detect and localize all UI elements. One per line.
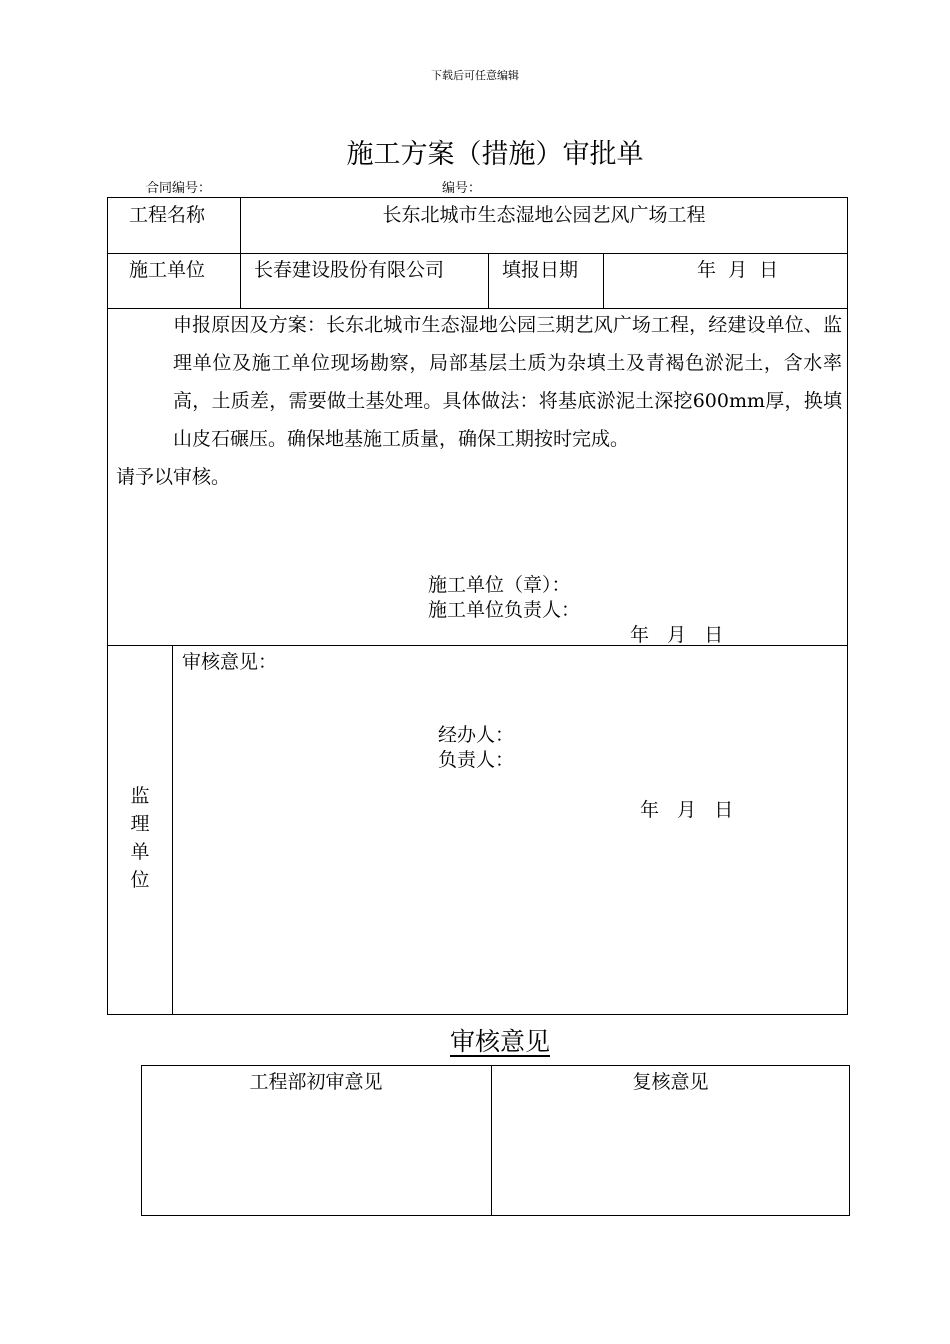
review-opinion-label: 审核意见： <box>182 651 278 673</box>
initial-review-header: 工程部初审意见 <box>249 1071 383 1093</box>
responsible-label: 负责人： <box>438 749 515 771</box>
recheck-header: 复核意见 <box>632 1071 709 1093</box>
page-title: 施工方案（措施）审批单 <box>346 139 644 170</box>
contractor-seal-label: 施工单位（章）： <box>428 574 571 596</box>
col-divider-supervisor <box>172 645 173 1015</box>
header-note: 下载后可任意编辑 <box>431 69 519 82</box>
supervisor-date: 年 月 日 <box>640 799 734 821</box>
contractor-value: 长春建设股份有限公司 <box>254 259 445 281</box>
row-divider-1 <box>107 253 848 254</box>
report-date-label: 填报日期 <box>502 259 579 281</box>
contractor-date: 年 月 日 <box>630 624 724 646</box>
request-review-text: 请予以审核。 <box>116 466 231 488</box>
supervisor-unit-label <box>108 782 172 894</box>
row-divider-3 <box>107 645 848 646</box>
contractor-head-label: 施工单位负责人： <box>428 599 581 621</box>
supervisor-char-2: 理 <box>130 813 150 835</box>
reason-text: 申报原因及方案：长东北城市生态湿地公园三期艺风广场工程，经建设单位、监理单位及施工单位现场勘察，局部基层土质为杂填土及青褐色淤泥土，含水率高，土质差，需要做土基处理。具体做法：将基底淤泥土深挖600mm厚，换填山皮石碾压。确保地基施工质量，确保工期按时完成。 <box>173 314 842 450</box>
project-name-value: 长东北城市生态湿地公园艺风广场工程 <box>382 204 706 226</box>
contract-no-label: 合同编号： <box>146 181 212 196</box>
reason-paragraph <box>116 306 842 496</box>
project-name-label: 工程名称 <box>129 204 206 226</box>
review-section-title: 审核意见 <box>449 1027 550 1056</box>
handler-label: 经办人： <box>438 724 515 746</box>
col-divider-date-label-right <box>603 253 604 308</box>
supervisor-char-3: 单 <box>130 841 150 863</box>
supervisor-char-4: 位 <box>130 869 150 891</box>
supervisor-char-1: 监 <box>130 785 150 807</box>
report-date-value: 年 月 日 <box>697 259 779 281</box>
serial-no-label: 编号： <box>442 181 482 196</box>
contractor-label: 施工单位 <box>129 259 206 281</box>
col-divider-date-label-left <box>488 253 489 308</box>
